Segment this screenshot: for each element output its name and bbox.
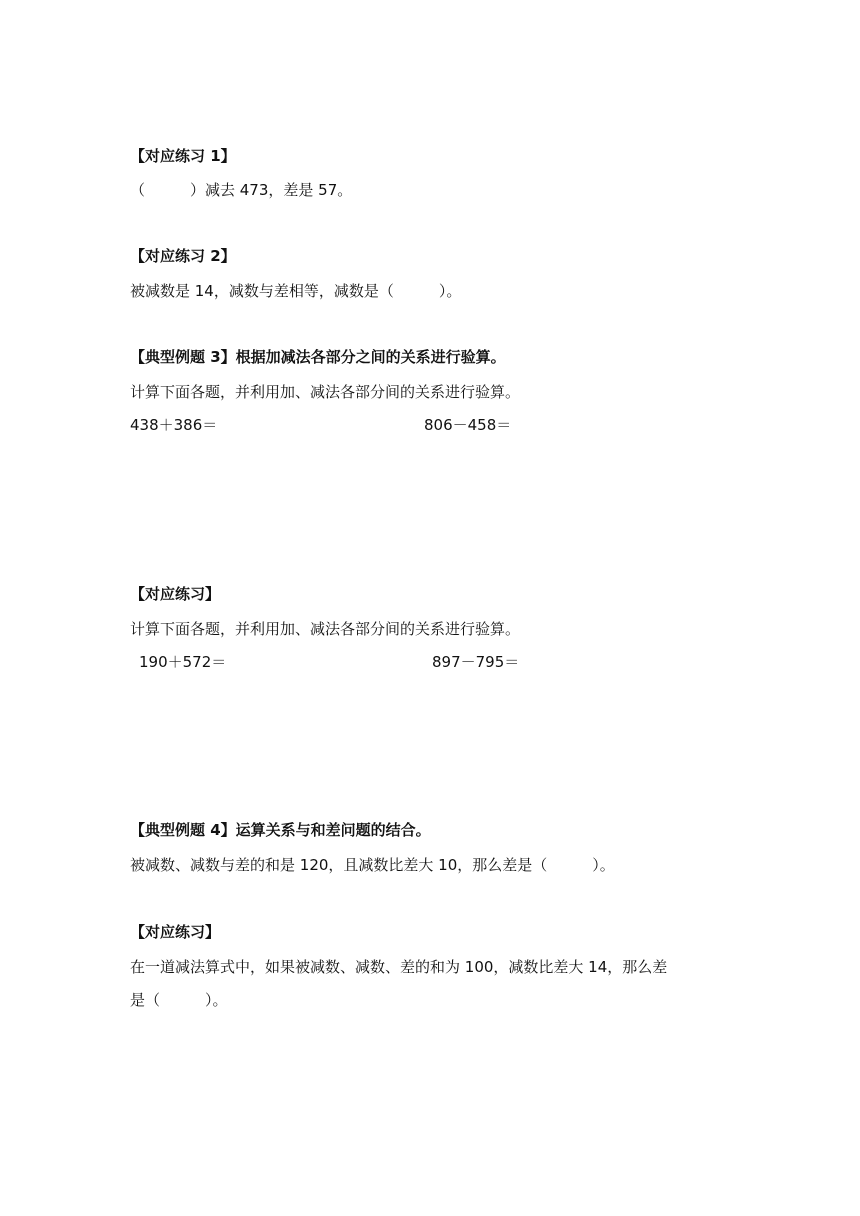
p3-equation-1: 190＋572＝ xyxy=(139,653,227,671)
p1-question: （ ）减去 473，差是 57。 xyxy=(130,181,353,199)
p4-question-line-1: 在一道减法算式中，如果被减数、减数、差的和为 100，减数比差大 14，那么差 xyxy=(130,958,668,976)
p3-equation-2: 897－795＝ xyxy=(432,653,520,671)
p1-heading: 【对应练习 1】 xyxy=(130,147,236,165)
p3-heading: 【对应练习】 xyxy=(130,585,221,603)
ex3-equation-1: 438＋386＝ xyxy=(130,416,218,434)
ex4-question: 被减数、减数与差的和是 120，且减数比差大 10，那么差是（ ）。 xyxy=(130,856,615,874)
p2-question: 被减数是 14，减数与差相等，减数是（ ）。 xyxy=(130,282,462,300)
ex3-heading: 【典型例题 3】根据加减法各部分之间的关系进行验算。 xyxy=(130,348,506,366)
ex3-equation-2: 806－458＝ xyxy=(424,416,512,434)
ex4-heading: 【典型例题 4】运算关系与和差问题的结合。 xyxy=(130,821,431,839)
p4-heading: 【对应练习】 xyxy=(130,923,221,941)
ex3-instruction: 计算下面各题，并利用加、减法各部分间的关系进行验算。 xyxy=(130,383,521,401)
p4-question-line-2: 是（ ）。 xyxy=(130,991,228,1009)
p2-heading: 【对应练习 2】 xyxy=(130,247,236,265)
p3-instruction: 计算下面各题，并利用加、减法各部分间的关系进行验算。 xyxy=(130,620,521,638)
